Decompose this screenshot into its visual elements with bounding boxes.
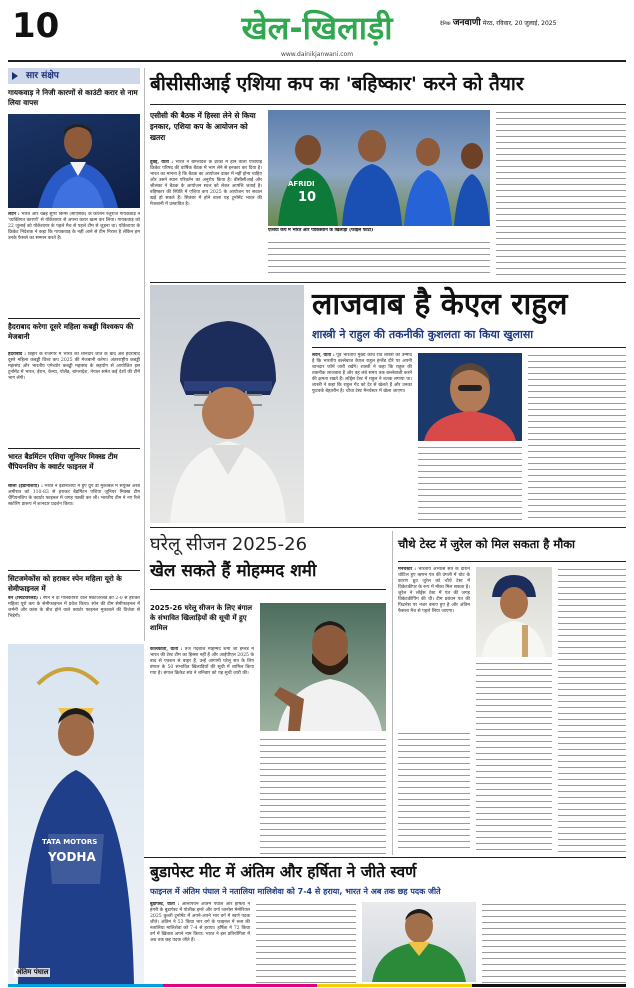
story2-body: पूर्व भारतीय मुख्य कोच रवि शास्त्री को उम्मीद है कि भारतीय बल्लेबाज केएल राहुल इंग्लैंड दौरे पर अपनी शानदार फॉर्म जारी रखेंगे। शास्त्री ने कहा कि राहुल की तकनीक लाजवाब है और वह लंबे समय तक बल्लेबाजी करने की क्षमता रखते हैं। लॉर्ड्स टेस्ट में राहुल ने शतक लगाया था। शास्त्री ने कहा कि राहुल गेंद को देर से खेलते हैं और उनका फुटवर्क बेहतरीन है। चौथा टेस्ट मैनचेस्टर में खेला जाएगा।	[312, 353, 412, 394]
story3-rule	[150, 589, 386, 590]
story3-deck: 2025-26 घरेलू सीजन के लिए बंगाल के संभावित खिलाड़ियों की सूची में हुए शामिल	[150, 604, 252, 632]
sidebar-item3-dateline: सोलो (इंडोनेशिया) :	[8, 484, 43, 489]
story1-text-col3	[496, 110, 626, 278]
story5-headline: बुडापेस्ट मीट में अंतिम और हर्षिता ने जीते स्वर्ण	[150, 863, 417, 881]
dateline: मेरठ, रविवार, 20 जुलाई, 2025	[482, 20, 557, 27]
sidebar-item2-body: बिहार के राजगीर में भारत की शानदार जीत के बाद अब हैदराबाद दूसरे महिला कबड्डी विश्व कप 2025 की मेजबानी करेगा। अंतरराष्ट्रीय कबड्डी महासंघ और भारतीय एमेच्योर कबड्डी महासंघ के सहयोग से आयोजित इस टूर्नामेंट में भारत, ईरान, केन्या, पोलैंड, बांग्लादेश, नेपाल समेत कई देशों की टीमें भाग लेंगी।	[8, 352, 140, 381]
antim-wrestler-icon	[8, 644, 144, 984]
shami-photo	[260, 603, 386, 731]
sidebar-divider-3	[8, 570, 140, 571]
antim-corner-tag: अंतिम पंघाल	[16, 968, 49, 976]
story5-text	[150, 902, 250, 984]
sidebar-divider-1	[8, 318, 140, 319]
story3-body: तेज गेंदबाज मोहम्मद शमी जो इंग्लैंड में भारत की टेस्ट टीम का हिस्सा नहीं हैं और आईपीएल 2025 के बाद से एक्शन से बाहर हैं, उन्हें आगामी घरेलू सत्र के लिए बंगाल के 50 संभावित खिलाड़ियों की सूची में शामिल किया गया है। बंगाल क्रिकेट संघ ने शनिवार को यह सूची जारी की।	[150, 647, 254, 676]
gaikwad-figure-icon	[8, 114, 140, 208]
dateline-bar	[440, 18, 630, 29]
page-number: 10	[12, 6, 60, 46]
sidebar-item1-headline: गायकवाड़ ने निजी कारणों से काउंटी करार से नाम लिया वापस	[8, 88, 138, 107]
sidebar	[8, 68, 140, 641]
sidebar-item3-body: भारत ने इंडोनेशिया में हुए ग्रुप डी मुकाबले में संयुक्त अरब अमीरात को 110-83 से हराकर बैडमिंटन एशिया जूनियर मिक्स्ड टीम चैंपियनशिप के क्वार्टर फाइनल में जगह पक्की कर ली। भारतीय टीम ने नए रिले स्कोरिंग प्रारूप में शानदार प्रदर्शन किया।	[8, 484, 140, 507]
sidebar-item2-dateline: हैदराबाद :	[8, 352, 26, 357]
sidebar-item3-headline: भारत बैडमिंटन एशिया जूनियर मिक्स्ड टीम चैंपियनशिप के क्वार्टर फाइनल में	[8, 452, 118, 471]
sidebar-arrow-icon	[12, 72, 18, 80]
story5-body: ओलंपियन अंतिम पंघाल और हर्षिता ने हंगरी के बुडापेस्ट में पोलीक इमरे और वर्गा जानोस मेमोरियल 2025 कुश्ती टूर्नामेंट में अपने-अपने भार वर्ग में स्वर्ण पदक जीते। अंतिम ने 53 किग्रा भार वर्ग के फाइनल में रूस की नतालिया मालिशेवा को 7-4 से हराया। हर्षिता ने 72 किग्रा वर्ग में खिताब अपने नाम किया। भारत ने इस प्रतियोगिता में अब तक छह पदक जीते हैं।	[150, 902, 250, 943]
masthead-rule	[8, 60, 626, 62]
story1-headline: बीसीसीआई एशिया कप का 'बहिष्कार' करने को तैयार	[150, 73, 524, 95]
sidebar-item1-text	[8, 212, 140, 314]
story2-rule	[312, 347, 626, 348]
story3-text-col2	[260, 737, 386, 855]
story3-text	[150, 647, 254, 857]
antim-sponsor-logo: TATA MOTORS	[42, 838, 98, 846]
sidebar-header	[8, 68, 140, 84]
sidebar-header-label: सार संक्षेप	[26, 71, 59, 81]
harshita-photo	[362, 902, 476, 982]
section-title: खेल-खिलाड़ी	[241, 9, 393, 47]
story5-subhead: फाइनल में अंतिम पंघाल ने नतालिया मालिशेवा को 7-4 से हराया, भारत ने अब तक छह पदक जीते	[150, 887, 441, 896]
story3-headline-line2: खेल सकते हैं मोहम्मद शमी	[150, 561, 317, 581]
registration-marks	[8, 984, 626, 987]
story1-body: भारत ने बांग्लादेश के ढाका में होने वाली एशियाई क्रिकेट परिषद की वार्षिक बैठक में भाग लेने से इनकार कर दिया है। भारत का मानना है कि बैठक का आयोजन ढाका में नहीं होना चाहिए और उसने स्थान परिवर्तन का अनुरोध किया है। बीसीसीआई और श्रीलंका ने बैठक के आयोजन स्थल को लेकर आपत्ति जताई है। बहिष्कार की स्थिति में एशिया कप 2025 के आयोजन पर सवाल खड़े हो सकते हैं। सितंबर में होने वाला यह टूर्नामेंट भारत की मेजबानी में प्रस्तावित है।	[150, 160, 262, 207]
sidebar-item2-headline: हैदराबाद करेगा दूसरे महिला कबड्डी विश्वकप की मेजबानी	[8, 322, 134, 341]
story-budapest	[150, 860, 626, 984]
paper-name: जनवाणी	[452, 18, 481, 28]
story4-text-col1b	[398, 731, 470, 853]
story4-headline: चौथे टेस्ट में जुरेल को मिल सकता है मौका	[398, 537, 576, 551]
shami-column-rule	[392, 531, 393, 855]
sidebar-item4-headline: सिटजमेकोंस को हराकर स्पेन महिला यूरो के सेमीफाइनल में	[8, 574, 122, 593]
jurel-player-icon	[476, 567, 552, 657]
story1-photo-caption: एशिया कप में भारत और पाकिस्तान के खिलाड़ी (फाइल फोटो)	[268, 228, 374, 233]
sidebar-item3-text	[8, 484, 140, 566]
website[interactable]: www.dainikjanwani.com	[280, 51, 354, 58]
story1-text	[150, 160, 262, 278]
shami-bowler-icon	[260, 603, 386, 731]
story4-text	[398, 567, 470, 727]
story3-headline-line1: घरेलू सीजन 2025-26	[150, 534, 308, 555]
story5-text-col4	[482, 902, 626, 984]
antim-jersey-text: YODHA	[48, 850, 96, 864]
story2-text-col3	[528, 353, 626, 523]
story2-subhead: शास्त्री ने राहुल की तकनीकी कुशलता का किया खुलासा	[312, 328, 534, 341]
story-jurel	[398, 531, 626, 855]
story2-text	[312, 353, 412, 523]
gaikwad-photo	[8, 114, 140, 208]
shastri-photo	[418, 353, 522, 441]
harshita-wrestler-icon	[362, 902, 476, 982]
sidebar-item4-text	[8, 596, 140, 640]
asia-cup-photo	[268, 110, 490, 226]
story1-dateline: दुबई, वार्ता :	[150, 160, 174, 165]
rahul-photo	[150, 285, 304, 523]
story4-body: भारतीय अभ्यास सत्र के दौरान चोटिल हुए ऋषभ पंत की उंगली में चोट के कारण ध्रुव जुरेल को चौथे टेस्ट में विकेटकीपर के रूप में मौका मिल सकता है। जुरेल ने लॉर्ड्स टेस्ट में पंत की जगह विकेटकीपिंग की थी। टीम प्रबंधन पंत की फिटनेस पर नजर बनाए हुए है और अंतिम फैसला मैच से पहले लिया जाएगा।	[398, 567, 470, 614]
story5-text-col2	[256, 902, 356, 984]
story2-dateline: लंदन, वार्ता :	[312, 353, 335, 358]
jersey-team-text: AFRIDI	[288, 180, 315, 188]
story1-text-columns	[268, 240, 490, 278]
story2-headline: लाजवाब है केएल राहुल	[312, 287, 568, 322]
sidebar-item1-body: भारत और चेन्नई सुपर किंग्स (सीएसके) के कप्तान रुतुराज गायकवाड़ ने 'व्यक्तिगत कारणों' से यॉर्कशायर से अपना करार खत्म कर लिया। गायकवाड़ को 22 जुलाई को यॉर्कशायर के पहले मैच से पहले टीम से जुड़ना था। यॉर्कशायर के क्रिकेट निदेशक ने कहा कि गायकवाड़ के नहीं आने से टीम निराश है लेकिन हम उनके फैसले का सम्मान करते हैं।	[8, 212, 140, 241]
story5-dateline: बुडापेस्ट, वार्ता :	[150, 902, 180, 907]
story-bcci	[150, 68, 626, 280]
story4-dateline: मैनचेस्टर :	[398, 567, 417, 572]
story-shami	[150, 531, 386, 855]
paper-prefix: दैनिक	[440, 21, 451, 27]
antim-photo	[8, 644, 144, 984]
story1-rule	[150, 104, 626, 105]
story3-dateline: कोलकाता, वार्ता :	[150, 647, 183, 652]
story4-text-col2	[476, 661, 552, 853]
sidebar-divider-2	[8, 448, 140, 449]
shastri-portrait-icon	[418, 353, 522, 441]
rahul-batsman-icon	[150, 285, 304, 523]
divider-story2	[150, 527, 626, 528]
masthead	[0, 0, 634, 66]
sidebar-column-rule	[144, 68, 145, 641]
story-rahul	[150, 285, 626, 525]
sidebar-item4-dateline: बर्न (स्विटजरलैंड) :	[8, 596, 42, 601]
divider-story1	[150, 282, 626, 283]
story4-rule	[398, 561, 626, 562]
asia-cup-players-icon	[268, 110, 490, 226]
story1-deck: एसीसी की बैठक में हिस्सा लेने से किया इनकार, एशिया कप के आयोजन को खतरा	[150, 111, 256, 142]
story2-text-col2	[418, 445, 522, 523]
jurel-photo	[476, 567, 552, 657]
jersey-number-text: 10	[298, 190, 317, 205]
story4-text-col3	[558, 567, 626, 853]
sidebar-item2-text	[8, 352, 140, 444]
sidebar-item4-body: स्पेन ने दो गोलकीपरों वाले स्विटजरलैंड को 2-0 से हराकर महिला यूरो कप के सेमीफाइनल में प्रवेश किया। स्पेन की टीम सेमीफाइनल में जर्मनी और फ्रांस के बीच होने वाले क्वार्टर फाइनल मुकाबले की विजेता से भिड़ेगी।	[8, 596, 140, 619]
sidebar-item1-dateline: लंदन :	[8, 212, 20, 217]
